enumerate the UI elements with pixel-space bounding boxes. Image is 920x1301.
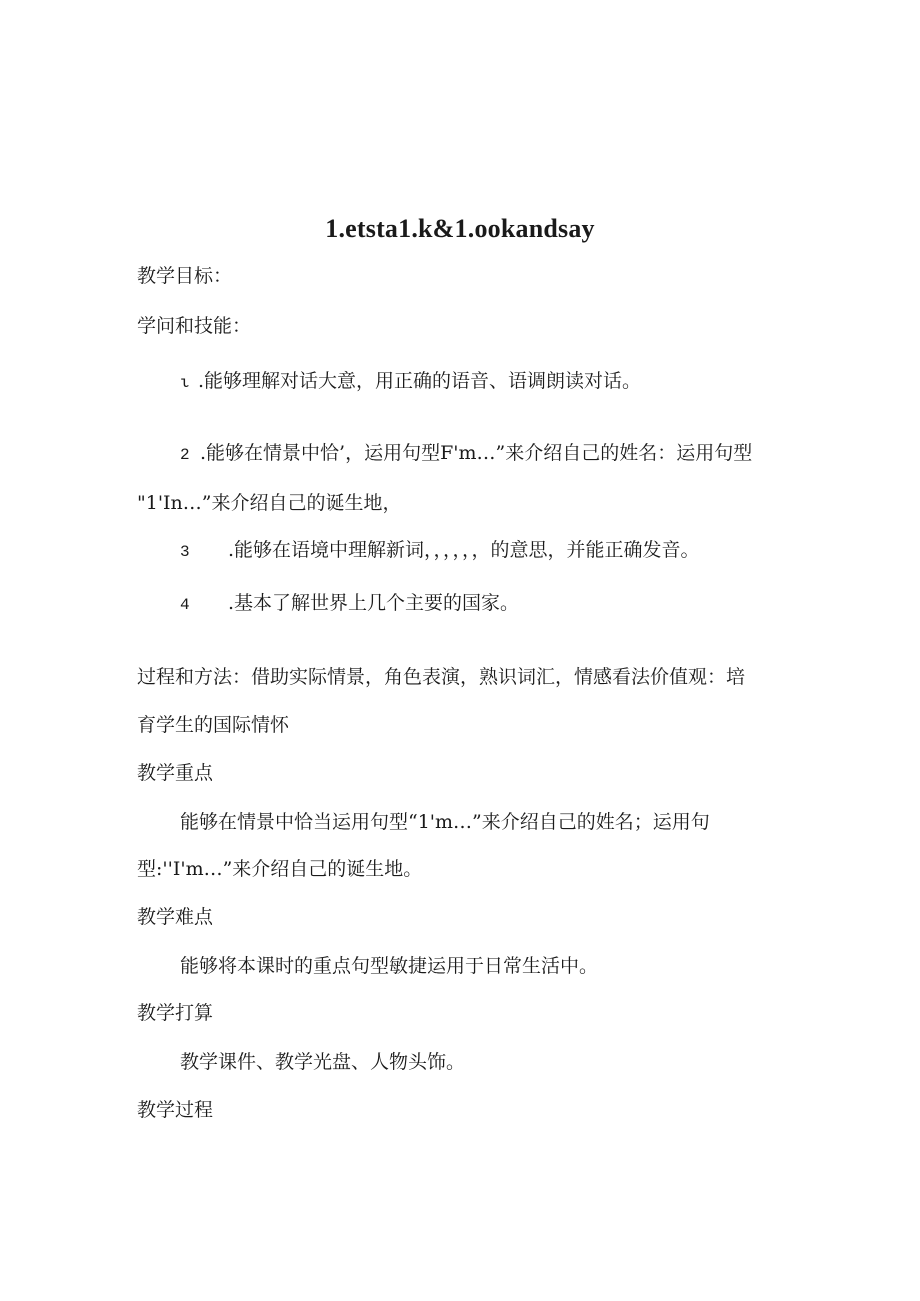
objective-item-1 — [180, 369, 641, 395]
objective-item-2 — [180, 441, 752, 467]
objective-item-3 — [180, 538, 700, 564]
difficulties-text: 能够将本课时的重点句型敏捷运用于日常生活中。 — [180, 955, 599, 977]
objective-text: .基本了解世界上几个主要的国家。 — [228, 592, 520, 614]
heading-preparation: 教学打算 — [137, 1002, 214, 1024]
document-title: 1.etsta1.k&1.ookandsay — [325, 214, 595, 243]
preparation-text: 教学课件、教学光盘、人物头饰。 — [180, 1051, 466, 1073]
heading-teaching-process: 教学过程 — [137, 1099, 214, 1121]
objective-number: 3 — [180, 543, 190, 561]
objective-number: ι — [180, 374, 190, 392]
heading-objectives: 教学目标： — [137, 265, 233, 287]
objective-number: 4 — [180, 596, 190, 614]
heading-knowledge-skills: 学问和技能： — [137, 315, 252, 337]
heading-difficulties: 教学难点 — [137, 906, 214, 928]
objective-text: .能够理解对话大意，用正确的语音、语调朗读对话。 — [198, 370, 642, 392]
heading-key-points: 教学重点 — [137, 762, 214, 784]
objective-number: 2 — [180, 446, 190, 464]
process-methods-line-1: 过程和方法：借助实际情景，角色表演，熟识词汇，情感看法价值观：培 — [137, 666, 746, 688]
objective-item-4 — [180, 591, 519, 617]
objective-text: .能够在情景中恰’，运用句型F'm…”来介绍自己的姓名：运用句型 — [200, 442, 753, 464]
key-points-line-2: 型:''I'm…”来介绍自己的诞生地。 — [137, 858, 423, 880]
objective-text: .能够在语境中理解新词，，，，，，的意思，并能正确发音。 — [228, 539, 700, 561]
objective-item-2-continued: "1'In…”来介绍自己的诞生地， — [137, 492, 402, 514]
process-methods-line-2: 育学生的国际情怀 — [137, 714, 290, 736]
key-points-line-1: 能够在情景中恰当运用句型“1'm…”来介绍自己的姓名；运用句 — [180, 811, 710, 833]
